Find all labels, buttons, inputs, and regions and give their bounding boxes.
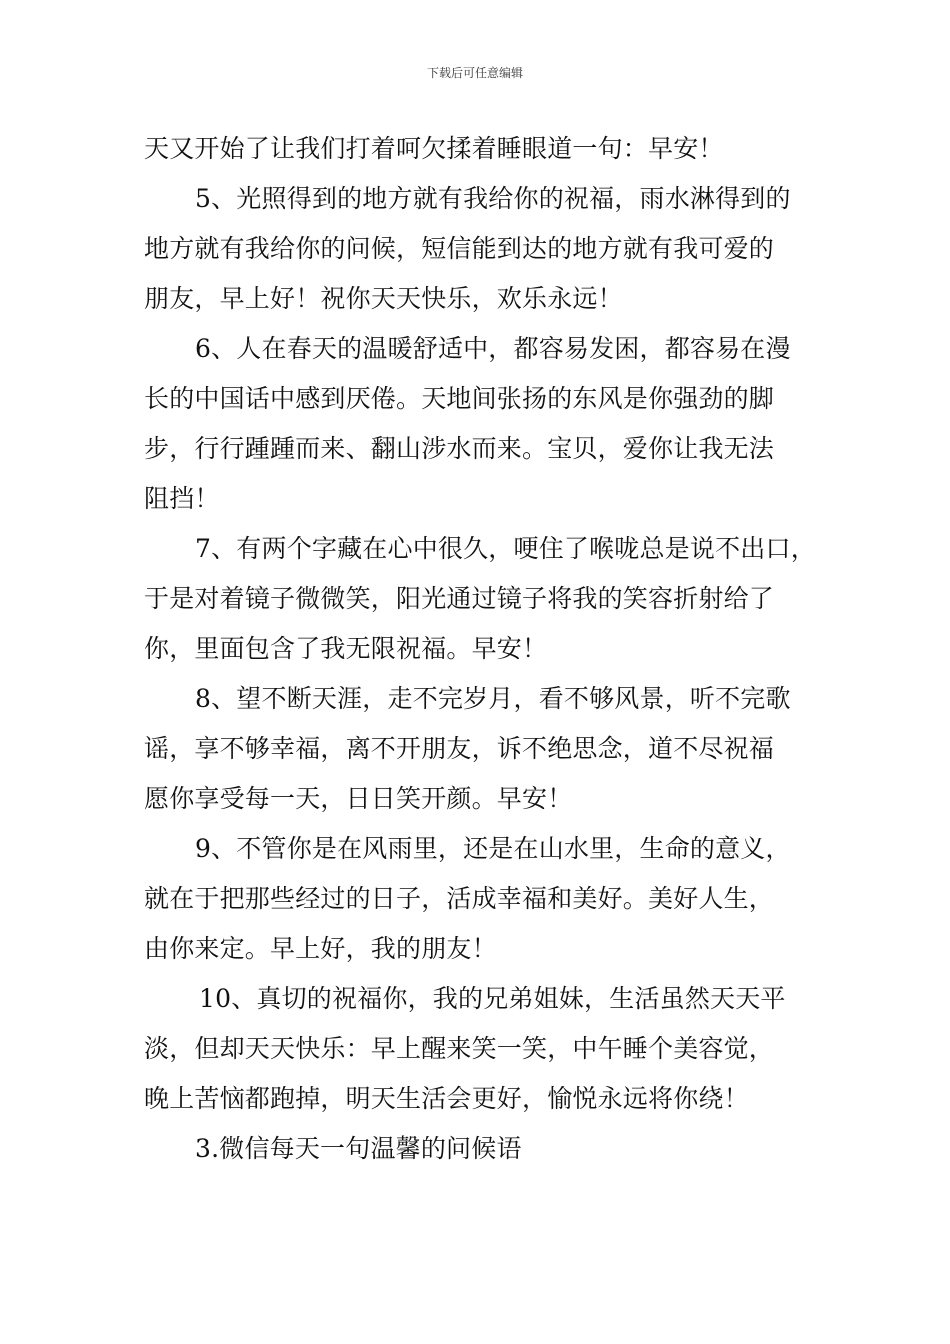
paragraph-9-start: 9、不管你是在风雨里，还是在山水里，生命的意义， [195, 834, 791, 863]
page-header: 下载后可任意编辑 [426, 66, 523, 80]
paragraph-5-start: 5、光照得到的地方就有我给你的祝福，雨水淋得到的 [195, 184, 791, 213]
section-heading: 3.微信每天一句温馨的问候语 [195, 1134, 522, 1163]
text-line: 谣，享不够幸福，离不开朋友，诉不绝思念，道不尽祝福 [144, 734, 775, 763]
paragraph-6-start: 6、人在春天的温暖舒适中，都容易发困，都容易在漫 [195, 334, 791, 363]
text-line: 淡，但却天天快乐：早上醒来笑一笑，中午睡个美容觉， [144, 1034, 775, 1063]
paragraph-7-start: 7、有两个字藏在心中很久，哽住了喉咙总是说不出口， [195, 534, 816, 563]
text-line: 晚上苦恼都跑掉，明天生活会更好，愉悦永远将你绕！ [144, 1084, 749, 1113]
text-line: 朋友，早上好！祝你天天快乐，欢乐永远！ [144, 284, 623, 313]
text-line: 由你来定。早上好，我的朋友！ [144, 934, 497, 963]
text-line: 就在于把那些经过的日子，活成幸福和美好。美好人生， [144, 884, 775, 913]
text-line: 步，行行踵踵而来、翻山涉水而来。宝贝，爱你让我无法 [144, 434, 775, 463]
text-line: 阻挡！ [144, 484, 220, 513]
text-line: 愿你享受每一天，日日笑开颜。早安！ [144, 784, 573, 813]
text-line: 地方就有我给你的问候，短信能到达的地方就有我可爱的 [144, 234, 775, 263]
document-body [144, 124, 824, 1174]
text-line: 于是对着镜子微微笑，阳光通过镜子将我的笑容折射给了 [144, 584, 775, 613]
text-line: 天又开始了让我们打着呵欠揉着睡眼道一句：早安！ [144, 134, 724, 163]
paragraph-10-start: 10、真切的祝福你，我的兄弟姐妹，生活虽然天天平 [199, 984, 786, 1013]
text-line: 长的中国话中感到厌倦。天地间张扬的东风是你强劲的脚 [144, 384, 775, 413]
paragraph-8-start: 8、望不断天涯，走不完岁月，看不够风景，听不完歌 [195, 684, 791, 713]
text-line: 你，里面包含了我无限祝福。早安！ [144, 634, 548, 663]
